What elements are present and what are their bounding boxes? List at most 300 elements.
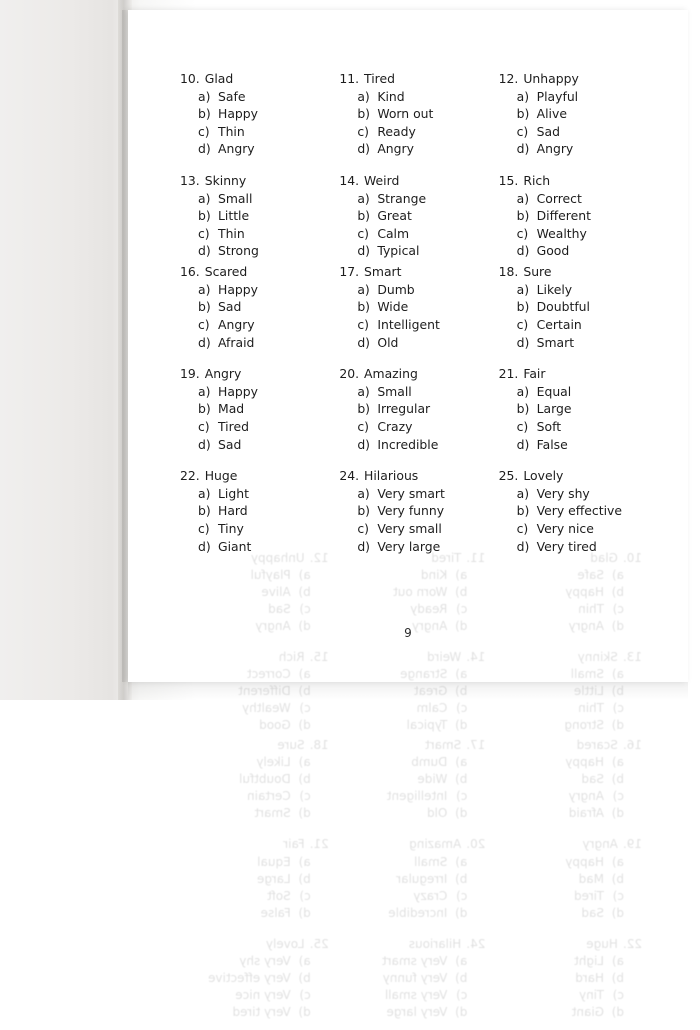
- answer-option[interactable]: [495, 242, 654, 260]
- block-spacer: [339, 922, 490, 936]
- option-label: c): [516, 225, 529, 241]
- answer-option[interactable]: [339, 970, 490, 987]
- option-text: Small: [377, 383, 412, 399]
- option-text: Small: [570, 667, 604, 682]
- option-text: Safe: [218, 88, 246, 104]
- option-text: Correct: [246, 667, 291, 682]
- answer-option[interactable]: [176, 788, 333, 805]
- option-text: Likely: [536, 281, 573, 297]
- block-spacer: [495, 822, 646, 836]
- question-heading: 13. Skinny: [180, 173, 247, 189]
- answer-option[interactable]: [335, 88, 488, 106]
- answer-option[interactable]: [176, 316, 329, 334]
- option-label: a): [611, 568, 624, 583]
- option-label: b): [516, 503, 530, 519]
- answer-option[interactable]: [176, 88, 329, 106]
- question-word: Sure: [277, 738, 305, 753]
- answer-option[interactable]: [335, 485, 488, 503]
- question-word: Unhappy: [250, 551, 305, 565]
- option-label: a): [198, 485, 211, 501]
- answer-option[interactable]: [176, 905, 333, 922]
- answer-option[interactable]: [495, 105, 654, 123]
- answer-option[interactable]: [176, 502, 329, 520]
- option-text: Tired: [574, 888, 604, 903]
- answer-option[interactable]: [335, 502, 488, 520]
- option-label: b): [198, 106, 211, 122]
- question-block: [495, 737, 646, 836]
- option-text: Incredible: [377, 436, 439, 452]
- option-label: c): [299, 987, 311, 1002]
- option-text: Sad: [581, 772, 604, 787]
- option-label: c): [456, 888, 468, 903]
- answer-option[interactable]: [176, 700, 333, 717]
- option-label: d): [298, 905, 311, 920]
- question-heading: 22. Huge: [180, 468, 238, 484]
- answer-option[interactable]: [495, 123, 654, 141]
- question-word: Scared: [204, 264, 248, 280]
- option-text: Irregular: [396, 871, 448, 886]
- question-block: [335, 172, 488, 263]
- answer-option[interactable]: [495, 383, 654, 401]
- question-heading: 25. Lovely: [498, 468, 564, 484]
- question-word: Glad: [204, 71, 234, 86]
- answer-option[interactable]: [339, 754, 490, 771]
- block-spacer: [339, 1021, 490, 1030]
- question-block: [335, 467, 488, 564]
- option-label: a): [516, 383, 530, 399]
- block-spacer: [176, 453, 329, 467]
- option-text: Angry: [536, 141, 574, 157]
- question-block: [495, 467, 654, 564]
- answer-option[interactable]: [495, 953, 646, 970]
- answer-option[interactable]: [335, 334, 488, 352]
- option-label: a): [198, 281, 211, 297]
- answer-option[interactable]: [495, 436, 654, 454]
- answer-option[interactable]: [339, 771, 490, 788]
- answer-option[interactable]: [176, 383, 329, 401]
- answer-option[interactable]: [335, 123, 488, 141]
- answer-option[interactable]: [495, 987, 646, 1004]
- option-text: Intelligent: [386, 789, 448, 804]
- answer-option[interactable]: [495, 970, 646, 987]
- answer-option[interactable]: [176, 970, 333, 987]
- option-text: Playful: [536, 88, 579, 104]
- option-text: Happy: [565, 755, 604, 770]
- answer-option[interactable]: [176, 123, 329, 141]
- question-word: Weird: [364, 173, 400, 189]
- answer-option[interactable]: [495, 88, 654, 106]
- option-label: c): [198, 521, 210, 537]
- option-label: b): [298, 970, 311, 985]
- option-text: Very funny: [377, 503, 445, 519]
- question-heading: 14. Weird: [339, 173, 400, 189]
- answer-option[interactable]: [495, 502, 654, 520]
- option-label: d): [516, 538, 530, 554]
- option-label: a): [516, 190, 530, 206]
- option-label: a): [357, 281, 370, 297]
- option-text: Light: [218, 485, 249, 501]
- option-label: d): [298, 718, 311, 733]
- option-text: Worn out: [377, 106, 434, 122]
- option-label: c): [516, 418, 529, 434]
- answer-option[interactable]: [339, 805, 490, 822]
- answer-option[interactable]: [335, 140, 488, 158]
- answer-option[interactable]: [495, 888, 646, 905]
- option-text: Strange: [400, 667, 448, 682]
- answer-option[interactable]: [495, 717, 646, 734]
- answer-option[interactable]: [495, 754, 646, 771]
- option-label: b): [611, 871, 624, 886]
- option-label: a): [455, 667, 468, 682]
- answer-option[interactable]: [335, 383, 488, 401]
- option-label: d): [455, 619, 468, 634]
- option-label: b): [357, 299, 371, 315]
- answer-option[interactable]: [176, 281, 329, 299]
- option-label: c): [456, 789, 468, 804]
- option-text: Giant: [218, 538, 252, 554]
- answer-option[interactable]: [339, 854, 490, 871]
- option-label: d): [516, 334, 530, 350]
- answer-option[interactable]: [176, 854, 333, 871]
- answer-option[interactable]: [176, 400, 329, 418]
- answer-option[interactable]: [176, 1004, 333, 1021]
- answer-option[interactable]: [339, 1004, 490, 1021]
- question-heading: 21.Fair: [283, 837, 329, 852]
- option-label: d): [357, 436, 371, 452]
- option-label: c): [198, 225, 210, 241]
- option-label: c): [516, 123, 529, 139]
- answer-option[interactable]: [176, 871, 333, 888]
- option-label: b): [516, 299, 530, 315]
- option-label: a): [357, 383, 370, 399]
- block-spacer: [176, 1021, 333, 1030]
- question-block: [176, 263, 329, 365]
- question-word: Weird: [427, 650, 462, 665]
- answer-option[interactable]: [495, 225, 654, 243]
- option-label: c): [456, 602, 468, 617]
- block-spacer: [176, 158, 329, 172]
- answer-option[interactable]: [495, 298, 654, 316]
- answer-option[interactable]: [335, 242, 488, 260]
- option-label: a): [298, 854, 311, 869]
- answer-option[interactable]: [176, 418, 329, 436]
- option-text: Very shy: [239, 953, 291, 968]
- answer-option[interactable]: [335, 538, 488, 556]
- option-text: Large: [536, 401, 572, 417]
- question-block: [495, 263, 654, 365]
- option-text: Wealthy: [536, 225, 587, 241]
- answer-option[interactable]: [495, 1004, 646, 1021]
- question-word: Sure: [523, 264, 552, 280]
- answer-option[interactable]: [495, 190, 654, 208]
- answer-option[interactable]: [176, 485, 329, 503]
- option-label: a): [455, 854, 468, 869]
- answer-option[interactable]: [495, 485, 654, 503]
- question-word: Huge: [204, 468, 238, 484]
- option-text: Wealthy: [242, 701, 291, 716]
- option-text: Happy: [218, 383, 258, 399]
- block-spacer: [335, 158, 488, 172]
- option-text: Wide: [377, 299, 409, 315]
- answer-option[interactable]: [176, 805, 333, 822]
- answer-option[interactable]: [176, 207, 329, 225]
- option-text: Soft: [536, 418, 562, 434]
- option-label: b): [357, 106, 371, 122]
- block-spacer: [495, 555, 654, 564]
- answer-option[interactable]: [495, 771, 646, 788]
- answer-option[interactable]: [335, 225, 488, 243]
- option-label: b): [298, 772, 311, 787]
- answer-option[interactable]: [176, 953, 333, 970]
- question-heading: 12.Unhappy: [250, 551, 329, 565]
- option-label: d): [516, 141, 530, 157]
- answer-option[interactable]: [176, 888, 333, 905]
- question-heading: 12. Unhappy: [498, 71, 579, 86]
- answer-option[interactable]: [176, 717, 333, 734]
- option-text: Very tired: [232, 1004, 291, 1019]
- question-word: Skinny: [577, 650, 618, 665]
- option-text: Very large: [377, 538, 441, 554]
- answer-option[interactable]: [176, 987, 333, 1004]
- option-text: Very smart: [377, 485, 445, 501]
- answer-option[interactable]: [495, 400, 654, 418]
- question-block: [495, 70, 654, 172]
- answer-option[interactable]: [335, 190, 488, 208]
- option-text: Afraid: [218, 334, 255, 350]
- option-label: d): [357, 243, 371, 259]
- question-block: [495, 936, 646, 1030]
- option-text: Happy: [218, 106, 258, 122]
- option-text: Tiny: [218, 521, 244, 537]
- option-text: Thin: [578, 701, 604, 716]
- answer-option[interactable]: [335, 520, 488, 538]
- option-text: Good: [259, 718, 291, 733]
- option-text: Tiny: [578, 987, 604, 1002]
- question-columns: [176, 70, 654, 564]
- option-label: c): [198, 123, 210, 139]
- option-label: b): [198, 299, 211, 315]
- answer-option[interactable]: [335, 207, 488, 225]
- answer-option[interactable]: [495, 520, 654, 538]
- answer-option[interactable]: [335, 400, 488, 418]
- answer-option[interactable]: [335, 436, 488, 454]
- answer-option[interactable]: [335, 298, 488, 316]
- option-label: c): [299, 789, 311, 804]
- option-text: Little: [218, 208, 250, 224]
- option-label: a): [298, 953, 311, 968]
- option-label: b): [455, 585, 468, 600]
- question-block: [335, 263, 488, 365]
- answer-option[interactable]: [335, 105, 488, 123]
- option-label: c): [198, 316, 210, 332]
- option-label: a): [455, 755, 468, 770]
- option-text: Very smart: [381, 953, 448, 968]
- question-heading: 10. Glad: [180, 71, 234, 86]
- answer-option[interactable]: [339, 987, 490, 1004]
- option-text: Very small: [384, 987, 448, 1002]
- option-text: Very funny: [382, 970, 448, 985]
- option-text: Strange: [377, 190, 427, 206]
- answer-option[interactable]: [335, 281, 488, 299]
- option-label: d): [516, 436, 530, 452]
- option-text: Large: [256, 871, 291, 886]
- option-label: b): [357, 401, 371, 417]
- option-text: Angry: [411, 619, 448, 634]
- answer-option[interactable]: [495, 788, 646, 805]
- answer-option[interactable]: [339, 717, 490, 734]
- option-text: Alive: [261, 585, 291, 600]
- question-heading: 11.Tired: [431, 551, 486, 565]
- option-text: Equal: [257, 854, 291, 869]
- option-label: d): [611, 905, 624, 920]
- question-heading: 18. Sure: [498, 264, 552, 280]
- option-text: Certain: [247, 789, 291, 804]
- answer-option[interactable]: [176, 436, 329, 454]
- block-spacer: [495, 351, 654, 365]
- question-heading: 18.Sure: [277, 738, 329, 753]
- question-block: [339, 936, 490, 1030]
- question-word: Huge: [586, 936, 618, 951]
- answer-option[interactable]: [176, 520, 329, 538]
- option-label: d): [198, 538, 211, 554]
- answer-option[interactable]: [176, 538, 329, 556]
- option-text: Certain: [536, 316, 582, 332]
- question-block: [176, 365, 329, 467]
- answer-option[interactable]: [176, 190, 329, 208]
- option-text: Correct: [536, 190, 582, 206]
- option-label: a): [298, 568, 311, 583]
- answer-option[interactable]: [495, 905, 646, 922]
- option-label: c): [299, 888, 311, 903]
- option-label: d): [198, 436, 211, 452]
- option-label: d): [298, 806, 311, 821]
- option-text: Hard: [575, 970, 604, 985]
- block-spacer: [176, 555, 329, 564]
- answer-option[interactable]: [176, 225, 329, 243]
- answer-option[interactable]: [335, 418, 488, 436]
- option-text: Small: [414, 854, 448, 869]
- option-label: d): [611, 718, 624, 733]
- option-text: Soft: [267, 888, 291, 903]
- question-heading: 16.Scared: [576, 738, 642, 753]
- block-spacer: [495, 158, 654, 172]
- option-text: Small: [218, 190, 253, 206]
- answer-option[interactable]: [335, 316, 488, 334]
- answer-option[interactable]: [176, 140, 329, 158]
- answer-option[interactable]: [495, 281, 654, 299]
- question-word: Angry: [582, 837, 618, 852]
- question-block: [176, 467, 329, 564]
- block-spacer: [495, 734, 646, 737]
- answer-option[interactable]: [495, 805, 646, 822]
- answer-option[interactable]: [495, 316, 654, 334]
- option-label: d): [298, 619, 311, 634]
- option-label: d): [357, 538, 371, 554]
- option-text: Mad: [218, 401, 245, 417]
- option-text: Kind: [377, 88, 405, 104]
- answer-option[interactable]: [339, 871, 490, 888]
- option-label: b): [611, 585, 624, 600]
- option-text: Alive: [536, 106, 567, 122]
- option-label: d): [611, 1004, 624, 1019]
- answer-option[interactable]: [495, 854, 646, 871]
- answer-option[interactable]: [176, 298, 329, 316]
- question-block: [335, 365, 488, 467]
- option-label: c): [299, 602, 311, 617]
- answer-option[interactable]: [495, 871, 646, 888]
- option-text: Typical: [377, 243, 420, 259]
- question-heading: 10.Glad: [590, 551, 642, 565]
- option-text: Likely: [256, 755, 291, 770]
- option-label: a): [516, 88, 530, 104]
- answer-option[interactable]: [339, 953, 490, 970]
- option-label: b): [516, 106, 530, 122]
- option-text: Equal: [536, 383, 572, 399]
- option-text: Hard: [218, 503, 248, 519]
- option-text: Very effective: [536, 503, 622, 519]
- option-label: a): [516, 281, 530, 297]
- block-spacer: [335, 453, 488, 467]
- option-text: Afraid: [568, 806, 604, 821]
- question-word: Amazing: [364, 366, 418, 382]
- option-text: Old: [426, 806, 448, 821]
- question-heading: 22.Huge: [586, 936, 642, 951]
- option-text: Old: [377, 334, 399, 350]
- answer-option[interactable]: [495, 207, 654, 225]
- question-column: [335, 70, 494, 564]
- block-spacer: [339, 822, 490, 836]
- block-spacer: [495, 922, 646, 936]
- option-text: Very large: [386, 1004, 448, 1019]
- answer-option[interactable]: [339, 888, 490, 905]
- answer-option[interactable]: [176, 242, 329, 260]
- answer-option[interactable]: [339, 700, 490, 717]
- option-label: d): [357, 334, 371, 350]
- option-label: a): [455, 953, 468, 968]
- answer-option[interactable]: [339, 905, 490, 922]
- option-text: Dumb: [377, 281, 415, 297]
- answer-option[interactable]: [176, 334, 329, 352]
- option-text: Playful: [250, 568, 291, 583]
- option-text: Angry: [568, 789, 604, 804]
- answer-option[interactable]: [495, 418, 654, 436]
- question-word: Tired: [364, 71, 395, 86]
- option-label: c): [612, 987, 624, 1002]
- answer-option[interactable]: [495, 700, 646, 717]
- option-label: d): [516, 243, 530, 259]
- option-text: Typical: [406, 718, 448, 733]
- question-block: [339, 836, 490, 935]
- option-text: Angry: [255, 619, 291, 634]
- option-text: Doubtful: [239, 772, 291, 787]
- question-word: Scared: [576, 738, 618, 753]
- answer-option[interactable]: [176, 105, 329, 123]
- answer-option[interactable]: [176, 771, 333, 788]
- question-heading: 16. Scared: [180, 264, 248, 280]
- answer-option[interactable]: [495, 538, 654, 556]
- answer-option[interactable]: [176, 754, 333, 771]
- block-spacer: [176, 734, 333, 737]
- answer-option[interactable]: [495, 140, 654, 158]
- question-block: [495, 172, 654, 263]
- option-label: c): [456, 701, 468, 716]
- option-text: Very nice: [235, 987, 291, 1002]
- option-label: d): [357, 141, 371, 157]
- question-block: [176, 836, 333, 935]
- answer-option[interactable]: [495, 334, 654, 352]
- answer-option[interactable]: [339, 788, 490, 805]
- option-text: Good: [536, 243, 570, 259]
